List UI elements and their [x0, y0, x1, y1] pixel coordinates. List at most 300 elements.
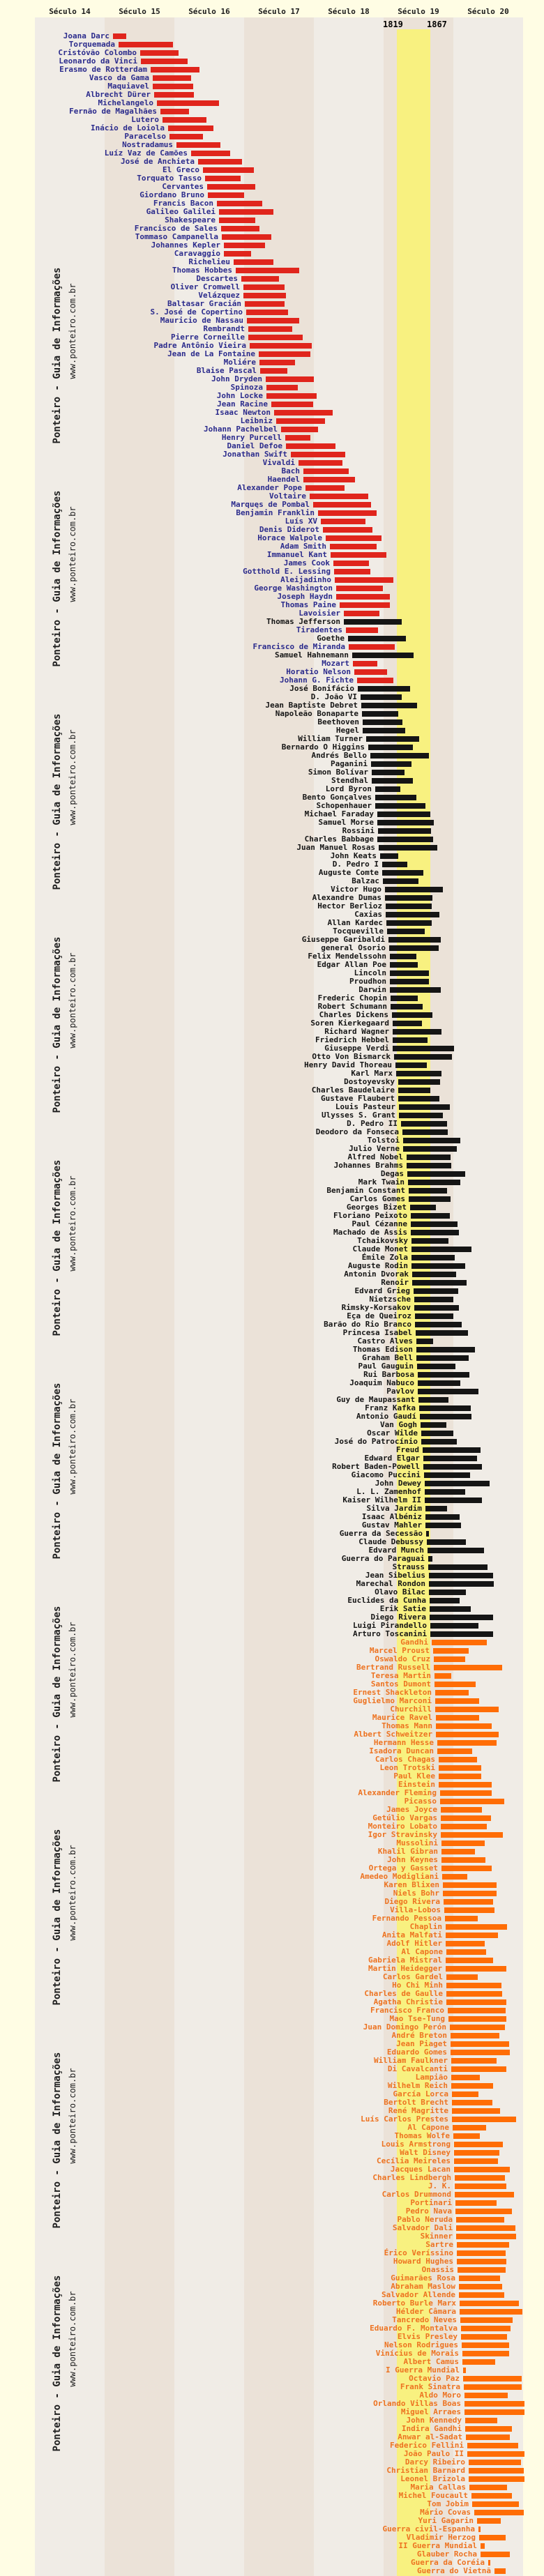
person-name-label: Stendhal — [331, 776, 368, 785]
lifespan-bar — [411, 1213, 450, 1219]
lifespan-bar — [462, 2351, 509, 2356]
timeline-row — [0, 1212, 544, 1220]
lifespan-bar — [481, 2552, 510, 2557]
person-name-label: Arturo Toscanini — [353, 1629, 427, 1638]
lifespan-bar — [481, 2543, 485, 2549]
person-name-label: Howard Hughes — [393, 2257, 453, 2266]
lifespan-bar — [375, 795, 416, 800]
person-name-label: Descartes — [196, 274, 238, 283]
timeline-row — [0, 2157, 544, 2165]
timeline-row — [0, 910, 544, 919]
person-name-label: Pierre Corneille — [171, 333, 245, 342]
lifespan-bar — [451, 2066, 506, 2072]
watermark-url-text: www.ponteiro.com.br — [68, 2291, 77, 2387]
person-name-label: D. Pedro I — [332, 860, 379, 869]
lifespan-bar — [168, 125, 213, 131]
lifespan-bar — [380, 853, 398, 859]
lifespan-bar — [393, 1021, 422, 1026]
timeline-row — [0, 2040, 544, 2048]
person-name-label: Proudhon — [349, 977, 386, 986]
person-name-label: Guimarães Rosa — [391, 2273, 455, 2282]
timeline-row — [0, 1488, 544, 1496]
timeline-row — [0, 1956, 544, 1965]
person-name-label: Thomas Edison — [352, 1345, 413, 1354]
person-name-label: Picasso — [404, 1797, 437, 1806]
lifespan-bar — [368, 745, 413, 750]
lifespan-bar — [418, 1380, 460, 1386]
person-name-label: Mussolini — [396, 1838, 438, 1847]
timeline-row — [0, 1304, 544, 1312]
lifespan-bar — [191, 151, 230, 156]
lifespan-bar — [418, 1397, 448, 1403]
timeline-row — [0, 1513, 544, 1521]
lifespan-bar — [460, 2309, 522, 2315]
timeline-row — [0, 1981, 544, 1990]
person-name-label: José do Patrocínio — [334, 1437, 418, 1446]
person-name-label: Aldo Moro — [419, 2391, 461, 2400]
lifespan-bar — [313, 502, 371, 508]
lifespan-bar — [378, 828, 431, 834]
lifespan-bar — [399, 1104, 450, 1110]
lifespan-bar — [274, 410, 333, 416]
person-name-label: S. José de Copertino — [150, 307, 243, 317]
lifespan-bar — [452, 2108, 500, 2114]
lifespan-bar — [457, 2259, 506, 2264]
person-name-label: Erasmo de Rotterdam — [59, 65, 147, 74]
lifespan-bar — [361, 703, 417, 708]
lifespan-bar — [407, 1154, 451, 1160]
person-name-label: John Keats — [330, 851, 377, 860]
person-name-label: Paul Klee — [393, 1771, 435, 1781]
lifespan-bar — [494, 2568, 506, 2574]
lifespan-bar — [461, 2334, 507, 2340]
person-name-label: William Faulkner — [374, 2056, 448, 2065]
watermark-url-text: www.ponteiro.com.br — [68, 1622, 77, 1718]
person-name-label: Edgar Allan Poe — [317, 960, 386, 969]
timeline-row — [0, 1939, 544, 1948]
timeline-row — [0, 1111, 544, 1120]
person-name-label: John Dryden — [211, 374, 262, 383]
timeline-row — [0, 969, 544, 977]
lifespan-bar — [377, 811, 430, 817]
lifespan-bar — [415, 1322, 462, 1327]
lifespan-bar — [217, 201, 262, 206]
person-name-label: Isaac Newton — [215, 408, 271, 417]
timeline-row — [0, 2090, 544, 2098]
timeline-row — [0, 317, 544, 325]
timeline-row — [0, 1755, 544, 1764]
person-name-label: Moliére — [223, 358, 256, 367]
person-name-label: Luigi Pirandello — [353, 1621, 427, 1630]
timeline-row — [0, 199, 544, 208]
person-name-label: José Bonifácio — [289, 684, 354, 693]
person-name-label: Lavoisier — [299, 609, 340, 618]
lifespan-bar — [259, 360, 295, 365]
lifespan-bar — [446, 1933, 498, 1938]
timeline-row — [0, 2124, 544, 2132]
person-name-label: Antonin Dvorak — [344, 1270, 409, 1279]
person-name-label: Johann G. Fichte — [280, 676, 354, 685]
timeline-row — [0, 593, 544, 601]
lifespan-bar — [446, 1958, 493, 1963]
lifespan-bar — [409, 1188, 447, 1194]
lifespan-bar — [436, 1723, 492, 1729]
lifespan-bar — [436, 1715, 479, 1721]
person-name-label: Paul Gauguin — [358, 1362, 414, 1371]
timeline-row — [0, 986, 544, 994]
lifespan-bar — [441, 1866, 492, 1871]
timeline-row — [0, 2048, 544, 2057]
timeline-row — [0, 860, 544, 869]
timeline-row — [0, 885, 544, 894]
timeline-row — [0, 116, 544, 124]
timeline-row — [0, 2224, 544, 2232]
person-name-label: Leibniz — [240, 416, 273, 425]
person-name-label: Andrés Bello — [311, 751, 367, 760]
lifespan-bar — [454, 2158, 498, 2164]
timeline-row — [0, 1906, 544, 1914]
lifespan-bar — [358, 686, 410, 692]
person-name-label: Bertrand Russell — [356, 1663, 430, 1672]
person-name-label: Maquiavel — [107, 82, 149, 91]
timeline-row — [0, 1772, 544, 1781]
lifespan-bar — [361, 694, 402, 700]
timeline-row — [0, 2073, 544, 2082]
lifespan-bar — [434, 1656, 465, 1662]
lifespan-bar — [271, 402, 313, 407]
person-name-label: Soren Kierkegaard — [310, 1019, 389, 1028]
lifespan-bar — [462, 2342, 509, 2348]
person-name-label: Eça de Queiroz — [347, 1311, 411, 1320]
person-name-label: Giuseppe Garibaldi — [301, 935, 385, 944]
person-name-label: Franz Kafka — [365, 1403, 416, 1412]
lifespan-bar — [451, 2033, 499, 2038]
person-name-label: Marcel Proust — [369, 1646, 430, 1655]
timeline-row — [0, 1287, 544, 1295]
lifespan-bar — [423, 1447, 481, 1453]
timeline-row — [0, 1270, 544, 1279]
person-name-label: Spinoza — [230, 383, 263, 392]
person-name-label: Octavio Paz — [409, 2374, 460, 2383]
timeline-row — [0, 1463, 544, 1471]
person-name-label: Thomas Mann — [381, 1721, 432, 1730]
lifespan-bar — [425, 1506, 447, 1511]
timeline-row — [0, 1128, 544, 1136]
lifespan-bar — [198, 159, 242, 165]
timeline-row — [0, 107, 544, 116]
century-label: Século 15 — [119, 7, 160, 16]
person-name-label: Strauss — [392, 1562, 425, 1571]
timeline-row — [0, 2383, 544, 2391]
person-name-label: Cervantes — [162, 182, 204, 191]
lifespan-bar — [467, 2443, 518, 2448]
timeline-row — [0, 2199, 544, 2207]
lifespan-bar — [418, 1389, 478, 1394]
timeline-row — [0, 1145, 544, 1153]
lifespan-bar — [234, 259, 273, 265]
lifespan-bar — [453, 2125, 486, 2131]
person-name-label: Tocqueville — [333, 927, 384, 936]
timeline-row — [0, 1814, 544, 1822]
lifespan-bar — [409, 1196, 451, 1202]
timeline-row — [0, 191, 544, 199]
lifespan-bar — [379, 845, 437, 851]
person-name-label: Maria Callas — [410, 2483, 466, 2492]
lifespan-bar — [362, 711, 398, 717]
timeline-row — [0, 902, 544, 910]
person-name-label: Vladimir Herzog — [406, 2533, 476, 2542]
timeline-row — [0, 241, 544, 250]
person-name-label: Ortega y Gasset — [368, 1864, 438, 1873]
timeline-row — [0, 1312, 544, 1320]
person-name-label: Mao Tse-Tung — [389, 2014, 445, 2023]
person-name-label: Blaise Pascal — [196, 366, 257, 375]
watermark-title-text: Ponteiro - Guia de Informações — [52, 1382, 63, 1560]
person-name-label: Edvard Grieg — [354, 1286, 410, 1295]
lifespan-bar — [441, 1815, 491, 1821]
lifespan-bar — [429, 1581, 494, 1587]
lifespan-bar — [203, 167, 254, 173]
person-name-label: Robert Schumann — [317, 1002, 387, 1011]
lifespan-bar — [442, 1874, 467, 1880]
lifespan-bar — [474, 2510, 524, 2515]
person-name-label: Igor Stravinsky — [368, 1830, 437, 1839]
timeline-row — [0, 2015, 544, 2023]
timeline-row — [0, 66, 544, 74]
lifespan-bar — [354, 669, 387, 675]
lifespan-bar — [336, 586, 383, 591]
person-name-label: Victor Hugo — [331, 885, 381, 894]
lifespan-bar — [424, 1472, 470, 1478]
person-name-label: Guy de Maupassant — [336, 1395, 415, 1404]
timeline-row — [0, 2391, 544, 2400]
person-name-label: Degas — [380, 1169, 404, 1178]
person-name-label: Amedeo Modigliani — [360, 1872, 439, 1881]
lifespan-bar — [464, 2409, 524, 2415]
person-name-label: Portinari — [410, 2198, 452, 2207]
person-name-label: Torquemada — [68, 40, 115, 49]
timeline-row — [0, 618, 544, 626]
lifespan-bar — [393, 1046, 454, 1051]
timeline-row — [0, 1663, 544, 1672]
person-name-label: Hector Berlioz — [317, 901, 382, 910]
person-name-label: Agatha Christie — [373, 1997, 443, 2006]
timeline-row — [0, 1086, 544, 1095]
timeline-row — [0, 82, 544, 91]
lifespan-bar — [411, 1230, 459, 1235]
lifespan-bar — [452, 2117, 516, 2122]
lifespan-bar — [460, 2317, 513, 2323]
person-name-label: Mário Covas — [420, 2508, 471, 2517]
lifespan-bar — [435, 1690, 469, 1695]
person-name-label: Daniel Defoe — [227, 441, 282, 450]
lifespan-bar — [377, 837, 433, 842]
timeline-row — [0, 1998, 544, 2006]
timeline-row — [0, 1781, 544, 1789]
lifespan-bar — [299, 460, 342, 466]
person-name-label: Gotthold E. Lessing — [243, 567, 331, 576]
timeline-row — [0, 149, 544, 158]
timeline-row — [0, 802, 544, 810]
timeline-row — [0, 1387, 544, 1396]
lifespan-bar — [432, 1640, 487, 1645]
person-name-label: Ho Chi Minh — [392, 1981, 443, 1990]
lifespan-bar — [414, 1297, 453, 1302]
timeline-row — [0, 1797, 544, 1806]
timeline-row — [0, 1438, 544, 1446]
timeline-row — [0, 718, 544, 726]
timeline-row — [0, 2266, 544, 2274]
person-name-label: general Osorio — [321, 943, 386, 952]
lifespan-bar — [394, 1054, 452, 1060]
person-name-label: Giacomo Puccini — [351, 1470, 421, 1479]
lifespan-bar — [434, 1665, 502, 1670]
timeline-row — [0, 2366, 544, 2375]
lifespan-bar — [344, 611, 379, 616]
timeline-row — [0, 1220, 544, 1228]
person-name-label: William Turner — [298, 734, 363, 743]
person-name-label: Balzac — [352, 876, 379, 885]
lifespan-bar — [455, 2175, 505, 2181]
lifespan-bar — [446, 1983, 501, 1988]
timeline-row — [0, 2567, 544, 2575]
lifespan-bar — [113, 33, 126, 39]
timeline-row — [0, 2299, 544, 2308]
lifespan-bar — [418, 1372, 469, 1378]
lifespan-bar — [462, 2359, 495, 2365]
lifespan-bar — [454, 2150, 499, 2156]
lifespan-bar — [151, 67, 199, 73]
person-name-label: Jean Racine — [217, 399, 268, 409]
person-name-label: Richelieu — [188, 257, 230, 266]
person-name-label: Samuel Hahnemann — [275, 650, 349, 660]
timeline-row — [0, 1069, 544, 1078]
timeline-row — [0, 1965, 544, 1973]
timeline-row — [0, 1588, 544, 1596]
person-name-label: Joseph Haydn — [277, 592, 333, 601]
lifespan-bar — [441, 1840, 485, 1846]
person-name-label: Horatio Nelson — [286, 667, 351, 676]
timeline-row — [0, 2308, 544, 2316]
lifespan-bar — [428, 1548, 484, 1553]
timeline-row — [0, 1454, 544, 1463]
lifespan-bar — [395, 1062, 427, 1068]
timeline-row — [0, 2149, 544, 2157]
person-name-label: Robert Baden-Powell — [332, 1462, 420, 1471]
timeline-row — [0, 601, 544, 609]
person-name-label: Louis Armstrong — [381, 2140, 451, 2149]
lifespan-bar — [330, 544, 377, 549]
lifespan-bar — [207, 184, 255, 190]
person-name-label: Monteiro Lobato — [368, 1822, 437, 1831]
person-name-label: Adolf Hitler — [386, 1939, 442, 1948]
person-name-label: Haendel — [267, 475, 300, 484]
timeline-row — [0, 2182, 544, 2190]
person-name-label: Beethoven — [317, 717, 359, 726]
timeline-row — [0, 584, 544, 593]
lifespan-bar — [285, 435, 310, 441]
timeline-row — [0, 1931, 544, 1939]
timeline-row — [0, 835, 544, 844]
timeline-row — [0, 74, 544, 82]
lifespan-bar — [444, 1899, 493, 1905]
person-name-label: Glauber Rocha — [416, 2550, 477, 2559]
timeline-row — [0, 1136, 544, 1145]
person-name-label: Graham Bell — [362, 1353, 413, 1362]
timeline-row — [0, 994, 544, 1003]
person-name-label: John Dewey — [375, 1479, 421, 1488]
timeline-row — [0, 1689, 544, 1697]
person-name-label: Darcy Ribeiro — [405, 2457, 465, 2467]
person-name-label: Tiradentes — [296, 625, 342, 634]
timeline-row — [0, 2241, 544, 2249]
lifespan-bar — [141, 59, 188, 64]
person-name-label: Mark Twain — [358, 1178, 405, 1187]
timeline-row — [0, 1889, 544, 1898]
timeline-row — [0, 2257, 544, 2266]
lifespan-bar — [387, 929, 425, 934]
lifespan-bar — [326, 535, 381, 541]
lifespan-bar — [208, 192, 244, 198]
person-name-label: Claude Monet — [352, 1244, 408, 1253]
lifespan-bar — [250, 343, 312, 349]
lifespan-bar — [435, 1673, 451, 1679]
lifespan-bar — [348, 636, 406, 641]
timeline-row — [0, 1881, 544, 1889]
lifespan-bar — [439, 1757, 477, 1762]
lifespan-bar — [451, 2058, 497, 2064]
person-name-label: Castro Alves — [357, 1336, 413, 1346]
person-name-label: Thomas Paine — [280, 600, 336, 609]
lifespan-bar — [396, 1071, 441, 1076]
watermark-url-text: www.ponteiro.com.br — [68, 1398, 77, 1495]
timeline-row — [0, 810, 544, 818]
timeline-row — [0, 1329, 544, 1337]
lifespan-bar — [276, 418, 325, 424]
lifespan-bar — [450, 2025, 505, 2030]
person-name-label: Jean de La Fontaine — [167, 349, 255, 358]
timeline-row — [0, 1806, 544, 1814]
lifespan-bar — [439, 1765, 481, 1771]
lifespan-bar — [333, 561, 369, 566]
lifespan-bar — [224, 243, 265, 248]
lifespan-bar — [176, 142, 220, 148]
timeline-row — [0, 1078, 544, 1086]
lifespan-bar — [444, 1907, 494, 1913]
timeline-row — [0, 1396, 544, 1404]
person-name-label: Renoir — [381, 1278, 409, 1287]
lifespan-bar — [430, 1615, 493, 1620]
lifespan-bar — [160, 109, 189, 114]
timeline-row — [0, 1003, 544, 1011]
person-name-label: Inácio de Loiola — [91, 123, 165, 132]
lifespan-bar — [386, 912, 439, 917]
lifespan-bar — [454, 2167, 510, 2172]
timeline-row — [0, 124, 544, 132]
timeline-row — [0, 1538, 544, 1546]
timeline-row — [0, 1404, 544, 1412]
person-name-label: Karl Marx — [351, 1069, 393, 1078]
lifespan-bar — [349, 644, 395, 650]
lifespan-bar — [318, 510, 377, 516]
person-name-label: Felix Mendelssohn — [308, 952, 386, 961]
timeline-row — [0, 1245, 544, 1253]
lifespan-bar — [423, 1456, 477, 1461]
person-name-label: Guerra da Coréia — [411, 2558, 485, 2567]
person-name-label: Paganini — [331, 759, 368, 768]
watermark-title-text: Ponteiro - Guia de Informações — [52, 1829, 63, 2006]
timeline-row — [0, 1354, 544, 1362]
